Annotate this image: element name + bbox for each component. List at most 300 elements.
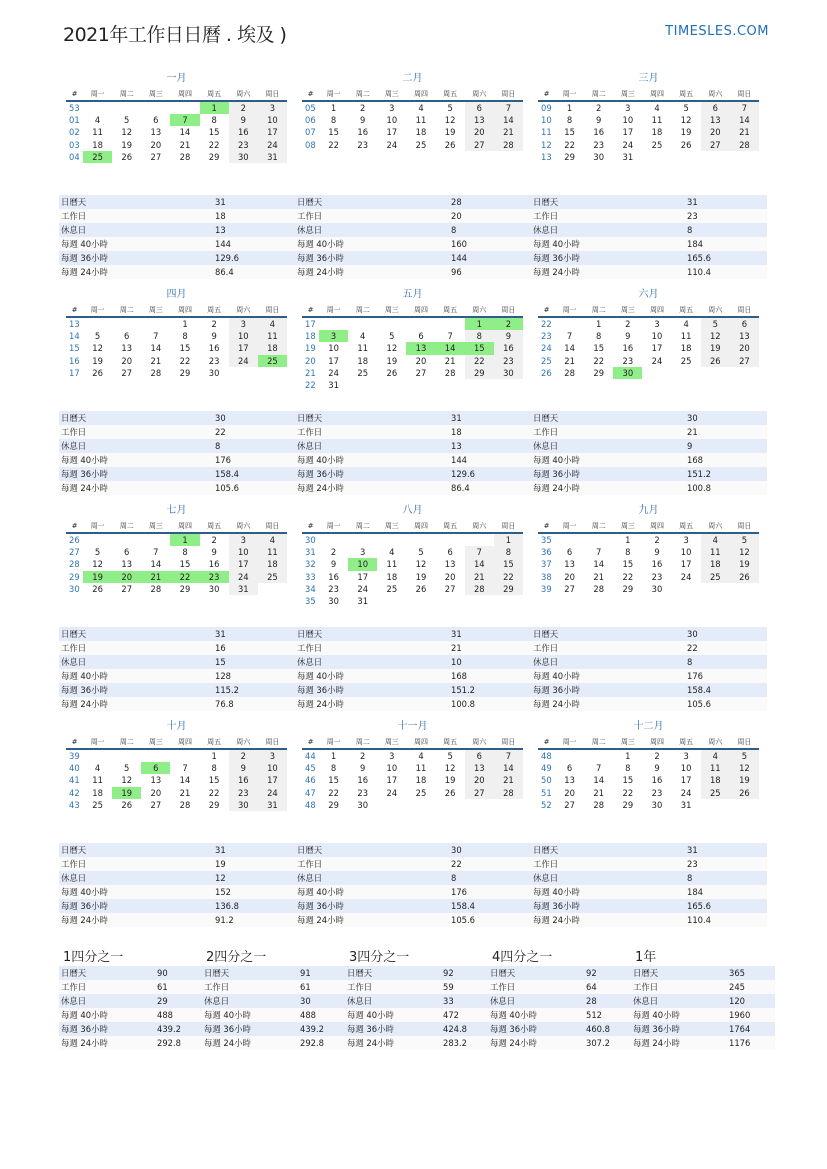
day-cell[interactable]: 21: [494, 126, 523, 138]
day-cell[interactable]: 17: [229, 342, 258, 354]
day-cell[interactable]: 6: [153, 115, 159, 126]
day-cell[interactable]: 23: [651, 787, 663, 798]
holiday-day[interactable]: 14: [436, 342, 465, 354]
day-cell[interactable]: 26: [121, 151, 133, 162]
day-cell[interactable]: 15: [564, 127, 575, 138]
day-cell[interactable]: 4: [389, 547, 395, 558]
day-cell[interactable]: 3: [258, 749, 287, 762]
day-cell[interactable]: 17: [680, 775, 692, 786]
day-cell[interactable]: 8: [566, 115, 573, 126]
day-cell[interactable]: 22: [179, 355, 191, 366]
day-cell[interactable]: 17: [258, 774, 287, 786]
day-cell[interactable]: 24: [680, 787, 692, 798]
day-cell[interactable]: 16: [651, 775, 663, 786]
day-cell[interactable]: 28: [444, 367, 456, 378]
day-cell[interactable]: 20: [564, 571, 575, 582]
day-cell[interactable]: 7: [566, 331, 573, 342]
day-cell[interactable]: 16: [229, 774, 258, 786]
day-cell[interactable]: 27: [121, 583, 133, 594]
day-cell[interactable]: 28: [730, 139, 759, 151]
day-cell[interactable]: 8: [494, 546, 523, 558]
day-cell[interactable]: 14: [179, 775, 191, 786]
day-cell[interactable]: 3: [654, 319, 660, 330]
day-cell[interactable]: 21: [444, 355, 456, 366]
day-cell[interactable]: 14: [494, 114, 523, 126]
day-cell[interactable]: 29: [328, 799, 339, 810]
day-cell[interactable]: 18: [651, 127, 663, 138]
day-cell[interactable]: 28: [150, 583, 162, 594]
day-cell[interactable]: 23: [593, 139, 605, 150]
day-cell[interactable]: 29: [208, 799, 220, 810]
day-cell[interactable]: 27: [465, 787, 494, 799]
day-cell[interactable]: 25: [386, 583, 398, 594]
day-cell[interactable]: 7: [447, 331, 453, 342]
day-cell[interactable]: 12: [386, 343, 398, 354]
day-cell[interactable]: 10: [258, 114, 287, 126]
day-cell[interactable]: 23: [229, 787, 258, 799]
holiday-day[interactable]: 19: [83, 571, 112, 583]
day-cell[interactable]: 15: [179, 559, 191, 570]
day-cell[interactable]: 16: [229, 126, 258, 138]
day-cell[interactable]: 9: [596, 115, 602, 126]
day-cell[interactable]: 22: [208, 787, 220, 798]
day-cell[interactable]: 27: [444, 583, 456, 594]
day-cell[interactable]: 12: [92, 343, 103, 354]
day-cell[interactable]: 30: [328, 596, 339, 607]
day-cell[interactable]: 8: [182, 547, 188, 558]
day-cell[interactable]: 24: [229, 571, 258, 583]
day-cell[interactable]: 16: [208, 343, 220, 354]
day-cell[interactable]: 30: [593, 151, 605, 162]
day-cell[interactable]: 21: [593, 787, 605, 798]
day-cell[interactable]: 9: [229, 114, 258, 126]
day-cell[interactable]: 9: [211, 331, 217, 342]
day-cell[interactable]: 13: [465, 114, 494, 126]
day-cell[interactable]: 31: [229, 583, 258, 595]
day-cell[interactable]: 3: [625, 103, 631, 114]
day-cell[interactable]: 13: [701, 114, 730, 126]
day-cell[interactable]: 11: [357, 343, 369, 354]
day-cell[interactable]: 7: [153, 547, 159, 558]
day-cell[interactable]: 1: [182, 319, 188, 330]
day-cell[interactable]: 27: [121, 367, 133, 378]
day-cell[interactable]: 6: [418, 331, 424, 342]
day-cell[interactable]: 13: [564, 559, 575, 570]
day-cell[interactable]: 7: [730, 101, 759, 114]
day-cell[interactable]: 27: [701, 139, 730, 151]
day-cell[interactable]: 21: [179, 787, 191, 798]
day-cell[interactable]: 18: [701, 558, 730, 570]
day-cell[interactable]: 19: [121, 139, 133, 150]
day-cell[interactable]: 9: [654, 547, 660, 558]
day-cell[interactable]: 9: [330, 559, 337, 570]
day-cell[interactable]: 1: [566, 103, 573, 114]
day-cell[interactable]: 24: [651, 355, 663, 366]
day-cell[interactable]: 7: [153, 331, 159, 342]
day-cell[interactable]: 10: [328, 343, 339, 354]
day-cell[interactable]: 5: [683, 103, 689, 114]
day-cell[interactable]: 10: [680, 763, 692, 774]
day-cell[interactable]: 6: [730, 317, 759, 330]
holiday-day[interactable]: 15: [465, 342, 494, 354]
day-cell[interactable]: 13: [121, 343, 133, 354]
day-cell[interactable]: 26: [680, 139, 692, 150]
holiday-day[interactable]: 1: [200, 101, 229, 114]
day-cell[interactable]: 3: [389, 751, 395, 762]
day-cell[interactable]: 28: [593, 583, 605, 594]
day-cell[interactable]: 28: [179, 151, 191, 162]
day-cell[interactable]: 19: [730, 774, 759, 786]
day-cell[interactable]: 14: [179, 127, 191, 138]
day-cell[interactable]: 11: [258, 330, 287, 342]
day-cell[interactable]: 17: [357, 571, 369, 582]
day-cell[interactable]: 17: [680, 559, 692, 570]
day-cell[interactable]: 18: [357, 355, 369, 366]
day-cell[interactable]: 4: [94, 115, 101, 126]
day-cell[interactable]: 12: [121, 775, 133, 786]
holiday-day[interactable]: 25: [258, 355, 287, 367]
day-cell[interactable]: 3: [683, 535, 689, 546]
day-cell[interactable]: 4: [94, 763, 101, 774]
day-cell[interactable]: 31: [328, 380, 339, 391]
day-cell[interactable]: 18: [92, 139, 103, 150]
day-cell[interactable]: 20: [121, 355, 133, 366]
day-cell[interactable]: 3: [258, 101, 287, 114]
day-cell[interactable]: 26: [444, 787, 456, 798]
holiday-day[interactable]: 6: [141, 762, 170, 774]
day-cell[interactable]: 10: [229, 546, 258, 558]
day-cell[interactable]: 19: [730, 558, 759, 570]
holiday-day[interactable]: 7: [170, 114, 199, 126]
day-cell[interactable]: 28: [465, 583, 494, 595]
day-cell[interactable]: 6: [465, 749, 494, 762]
day-cell[interactable]: 4: [683, 319, 689, 330]
day-cell[interactable]: 6: [124, 547, 130, 558]
day-cell[interactable]: 6: [566, 547, 573, 558]
day-cell[interactable]: 29: [593, 367, 605, 378]
day-cell[interactable]: 22: [622, 787, 634, 798]
day-cell[interactable]: 12: [730, 546, 759, 558]
day-cell[interactable]: 5: [447, 751, 453, 762]
day-cell[interactable]: 18: [92, 787, 103, 798]
day-cell[interactable]: 14: [593, 559, 605, 570]
day-cell[interactable]: 5: [730, 533, 759, 546]
holiday-day[interactable]: 25: [83, 151, 112, 163]
day-cell[interactable]: 17: [622, 127, 634, 138]
day-cell[interactable]: 20: [730, 342, 759, 354]
day-cell[interactable]: 28: [179, 799, 191, 810]
day-cell[interactable]: 15: [328, 775, 339, 786]
day-cell[interactable]: 6: [566, 763, 573, 774]
day-cell[interactable]: 30: [208, 583, 220, 594]
day-cell[interactable]: 7: [182, 763, 188, 774]
day-cell[interactable]: 9: [360, 763, 366, 774]
day-cell[interactable]: 23: [229, 139, 258, 151]
day-cell[interactable]: 9: [360, 115, 366, 126]
day-cell[interactable]: 16: [357, 127, 369, 138]
holiday-day[interactable]: 13: [406, 342, 435, 354]
day-cell[interactable]: 30: [208, 367, 220, 378]
holiday-day[interactable]: 2: [494, 317, 523, 330]
day-cell[interactable]: 16: [208, 559, 220, 570]
day-cell[interactable]: 4: [701, 749, 730, 762]
day-cell[interactable]: 24: [680, 571, 692, 582]
day-cell[interactable]: 12: [680, 115, 692, 126]
holiday-day[interactable]: 1: [170, 533, 199, 546]
day-cell[interactable]: 2: [654, 535, 660, 546]
holiday-day[interactable]: 23: [200, 571, 229, 583]
day-cell[interactable]: 19: [444, 127, 456, 138]
day-cell[interactable]: 14: [465, 558, 494, 570]
day-cell[interactable]: 7: [494, 101, 523, 114]
day-cell[interactable]: 25: [92, 799, 103, 810]
day-cell[interactable]: 31: [258, 151, 287, 163]
day-cell[interactable]: 7: [596, 547, 602, 558]
day-cell[interactable]: 17: [386, 127, 398, 138]
day-cell[interactable]: 29: [208, 151, 220, 162]
day-cell[interactable]: 20: [150, 139, 162, 150]
day-cell[interactable]: 23: [622, 355, 634, 366]
day-cell[interactable]: 1: [494, 533, 523, 546]
day-cell[interactable]: 22: [564, 139, 575, 150]
day-cell[interactable]: 11: [651, 115, 663, 126]
day-cell[interactable]: 10: [386, 763, 398, 774]
day-cell[interactable]: 19: [415, 571, 427, 582]
day-cell[interactable]: 6: [701, 101, 730, 114]
day-cell[interactable]: 24: [386, 139, 398, 150]
day-cell[interactable]: 25: [415, 139, 427, 150]
day-cell[interactable]: 26: [701, 355, 730, 367]
day-cell[interactable]: 28: [564, 367, 575, 378]
day-cell[interactable]: 11: [701, 546, 730, 558]
day-cell[interactable]: 5: [730, 749, 759, 762]
day-cell[interactable]: 9: [625, 331, 631, 342]
day-cell[interactable]: 26: [121, 799, 133, 810]
day-cell[interactable]: 20: [701, 126, 730, 138]
day-cell[interactable]: 4: [360, 331, 366, 342]
day-cell[interactable]: 27: [415, 367, 427, 378]
day-cell[interactable]: 5: [94, 331, 101, 342]
day-cell[interactable]: 30: [229, 151, 258, 163]
day-cell[interactable]: 11: [701, 762, 730, 774]
day-cell[interactable]: 5: [94, 547, 101, 558]
day-cell[interactable]: 11: [415, 115, 427, 126]
day-cell[interactable]: 17: [229, 558, 258, 570]
day-cell[interactable]: 15: [494, 558, 523, 570]
day-cell[interactable]: 16: [622, 343, 634, 354]
holiday-day[interactable]: 21: [141, 571, 170, 583]
day-cell[interactable]: 5: [124, 763, 130, 774]
day-cell[interactable]: 5: [124, 115, 130, 126]
day-cell[interactable]: 1: [596, 319, 602, 330]
day-cell[interactable]: 7: [596, 763, 602, 774]
day-cell[interactable]: 5: [701, 317, 730, 330]
day-cell[interactable]: 14: [150, 559, 162, 570]
day-cell[interactable]: 26: [92, 583, 103, 594]
day-cell[interactable]: 18: [415, 775, 427, 786]
day-cell[interactable]: 20: [465, 126, 494, 138]
holiday-day[interactable]: 20: [112, 571, 141, 583]
day-cell[interactable]: 12: [730, 762, 759, 774]
day-cell[interactable]: 14: [494, 762, 523, 774]
day-cell[interactable]: 14: [730, 114, 759, 126]
day-cell[interactable]: 25: [701, 787, 730, 799]
day-cell[interactable]: 23: [328, 583, 339, 594]
day-cell[interactable]: 29: [179, 583, 191, 594]
day-cell[interactable]: 23: [208, 355, 220, 366]
day-cell[interactable]: 8: [182, 331, 188, 342]
day-cell[interactable]: 18: [680, 343, 692, 354]
day-cell[interactable]: 26: [444, 139, 456, 150]
day-cell[interactable]: 20: [150, 787, 162, 798]
day-cell[interactable]: 6: [447, 547, 453, 558]
day-cell[interactable]: 15: [622, 775, 634, 786]
day-cell[interactable]: 2: [211, 319, 217, 330]
day-cell[interactable]: 16: [651, 559, 663, 570]
day-cell[interactable]: 31: [258, 799, 287, 811]
day-cell[interactable]: 10: [651, 331, 663, 342]
day-cell[interactable]: 9: [229, 762, 258, 774]
day-cell[interactable]: 16: [357, 775, 369, 786]
holiday-day[interactable]: 22: [170, 571, 199, 583]
day-cell[interactable]: 13: [730, 330, 759, 342]
day-cell[interactable]: 17: [386, 775, 398, 786]
day-cell[interactable]: 26: [92, 367, 103, 378]
day-cell[interactable]: 8: [330, 115, 337, 126]
day-cell[interactable]: 24: [386, 787, 398, 798]
day-cell[interactable]: 14: [564, 343, 575, 354]
day-cell[interactable]: 20: [465, 774, 494, 786]
day-cell[interactable]: 22: [208, 139, 220, 150]
day-cell[interactable]: 19: [701, 342, 730, 354]
day-cell[interactable]: 4: [418, 751, 424, 762]
day-cell[interactable]: 28: [494, 787, 523, 799]
day-cell[interactable]: 25: [651, 139, 663, 150]
day-cell[interactable]: 9: [211, 547, 217, 558]
day-cell[interactable]: 13: [150, 775, 162, 786]
day-cell[interactable]: 29: [179, 367, 191, 378]
day-cell[interactable]: 18: [386, 571, 398, 582]
day-cell[interactable]: 2: [229, 101, 258, 114]
day-cell[interactable]: 28: [150, 367, 162, 378]
day-cell[interactable]: 3: [360, 547, 366, 558]
day-cell[interactable]: 28: [494, 139, 523, 151]
day-cell[interactable]: 8: [625, 547, 631, 558]
holiday-day[interactable]: 3: [319, 330, 348, 342]
day-cell[interactable]: 9: [654, 763, 660, 774]
day-cell[interactable]: 29: [465, 367, 494, 379]
day-cell[interactable]: 4: [418, 103, 424, 114]
day-cell[interactable]: 30: [357, 799, 369, 810]
day-cell[interactable]: 17: [651, 343, 663, 354]
day-cell[interactable]: 4: [654, 103, 660, 114]
day-cell[interactable]: 10: [680, 547, 692, 558]
day-cell[interactable]: 5: [447, 103, 453, 114]
day-cell[interactable]: 26: [730, 571, 759, 583]
day-cell[interactable]: 24: [258, 787, 287, 799]
day-cell[interactable]: 12: [701, 330, 730, 342]
holiday-day[interactable]: 19: [112, 787, 141, 799]
day-cell[interactable]: 18: [701, 774, 730, 786]
day-cell[interactable]: 11: [258, 546, 287, 558]
day-cell[interactable]: 19: [680, 127, 692, 138]
day-cell[interactable]: 23: [651, 571, 663, 582]
day-cell[interactable]: 4: [258, 533, 287, 546]
day-cell[interactable]: 3: [683, 751, 689, 762]
day-cell[interactable]: 15: [208, 775, 220, 786]
day-cell[interactable]: 5: [418, 547, 424, 558]
day-cell[interactable]: 22: [328, 787, 339, 798]
day-cell[interactable]: 28: [593, 799, 605, 810]
day-cell[interactable]: 10: [229, 330, 258, 342]
day-cell[interactable]: 20: [444, 571, 456, 582]
day-cell[interactable]: 24: [229, 355, 258, 367]
day-cell[interactable]: 3: [229, 317, 258, 330]
day-cell[interactable]: 23: [494, 355, 523, 367]
day-cell[interactable]: 30: [651, 583, 663, 594]
day-cell[interactable]: 16: [328, 571, 339, 582]
day-cell[interactable]: 17: [328, 355, 339, 366]
day-cell[interactable]: 30: [494, 367, 523, 379]
day-cell[interactable]: 2: [360, 103, 366, 114]
day-cell[interactable]: 14: [150, 343, 162, 354]
day-cell[interactable]: 13: [121, 559, 133, 570]
day-cell[interactable]: 7: [494, 749, 523, 762]
day-cell[interactable]: 8: [211, 763, 217, 774]
day-cell[interactable]: 11: [386, 559, 398, 570]
day-cell[interactable]: 1: [625, 751, 631, 762]
day-cell[interactable]: 25: [415, 787, 427, 798]
day-cell[interactable]: 13: [564, 775, 575, 786]
day-cell[interactable]: 19: [92, 355, 103, 366]
day-cell[interactable]: 20: [415, 355, 427, 366]
day-cell[interactable]: 11: [680, 331, 692, 342]
day-cell[interactable]: 11: [92, 775, 103, 786]
day-cell[interactable]: 7: [465, 546, 494, 558]
day-cell[interactable]: 29: [622, 583, 634, 594]
day-cell[interactable]: 2: [654, 751, 660, 762]
day-cell[interactable]: 8: [330, 763, 337, 774]
day-cell[interactable]: 12: [92, 559, 103, 570]
day-cell[interactable]: 1: [625, 535, 631, 546]
day-cell[interactable]: 8: [211, 115, 217, 126]
day-cell[interactable]: 22: [593, 355, 605, 366]
day-cell[interactable]: 16: [593, 127, 605, 138]
day-cell[interactable]: 5: [389, 331, 395, 342]
day-cell[interactable]: 27: [730, 355, 759, 367]
day-cell[interactable]: 27: [564, 799, 575, 810]
day-cell[interactable]: 13: [444, 559, 456, 570]
day-cell[interactable]: 8: [596, 331, 602, 342]
day-cell[interactable]: 2: [625, 319, 631, 330]
day-cell[interactable]: 26: [415, 583, 427, 594]
day-cell[interactable]: 23: [357, 139, 369, 150]
day-cell[interactable]: 10: [386, 115, 398, 126]
day-cell[interactable]: 12: [444, 115, 456, 126]
brand-logo[interactable]: TIMESLES.COM: [665, 24, 769, 39]
day-cell[interactable]: 6: [124, 331, 130, 342]
day-cell[interactable]: 15: [179, 343, 191, 354]
day-cell[interactable]: 21: [494, 774, 523, 786]
day-cell[interactable]: 25: [680, 355, 692, 366]
day-cell[interactable]: 8: [465, 330, 494, 342]
day-cell[interactable]: 30: [229, 799, 258, 811]
day-cell[interactable]: 23: [357, 787, 369, 798]
day-cell[interactable]: 29: [564, 151, 575, 162]
day-cell[interactable]: 2: [211, 535, 217, 546]
day-cell[interactable]: 22: [328, 139, 339, 150]
day-cell[interactable]: 19: [444, 775, 456, 786]
